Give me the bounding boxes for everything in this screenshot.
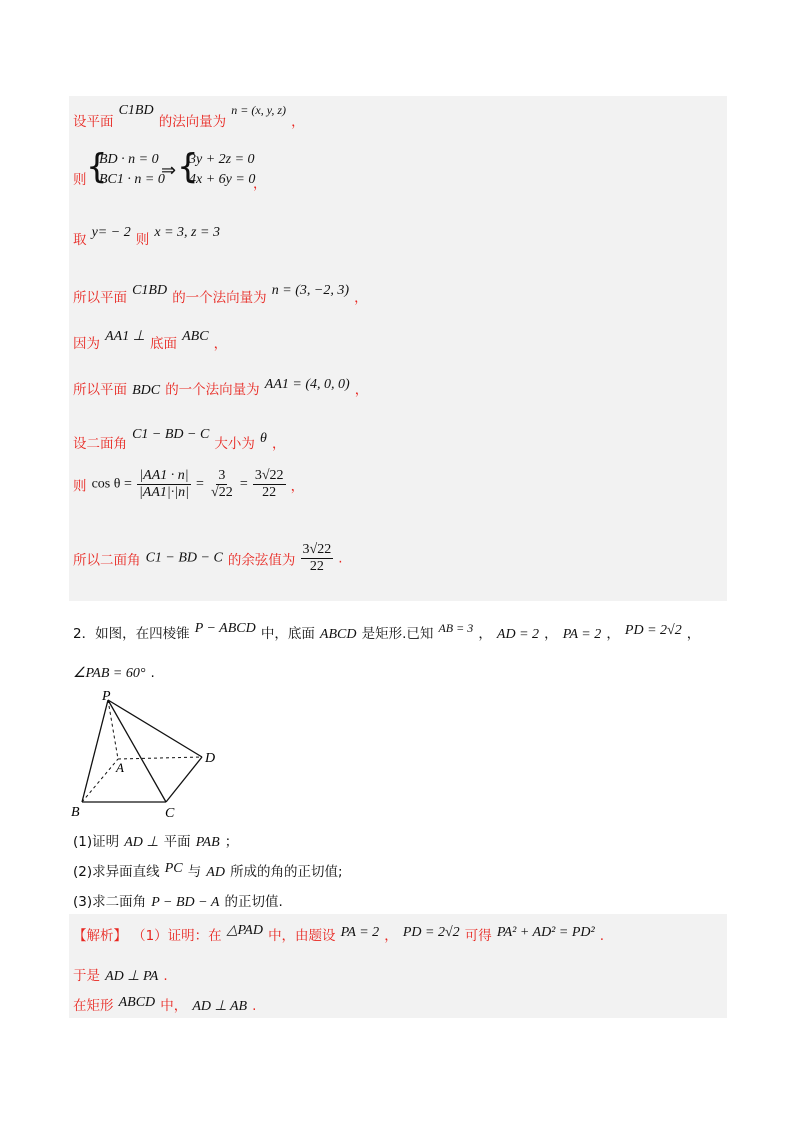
text: 设平面 — [73, 114, 114, 130]
text: （1）证明：在 — [132, 928, 222, 944]
text: ， — [478, 626, 492, 642]
text: ， — [354, 382, 369, 398]
text: 可得 — [464, 928, 492, 944]
text: 所以二面角 — [73, 552, 141, 569]
text: (3)求二面角 — [73, 894, 147, 910]
equals: = — [239, 476, 248, 492]
text: 则 — [73, 172, 87, 188]
text: . — [150, 665, 155, 681]
math: PD = 2√2 — [624, 623, 682, 638]
denominator: |AA1|·|n| — [138, 485, 189, 500]
math: △PAD — [226, 923, 263, 938]
math: P − BD − A — [151, 895, 220, 910]
text: 中，底面 — [260, 626, 315, 642]
math: PD = 2√2 — [402, 925, 460, 940]
math-angle: C1 − BD − C — [145, 550, 223, 566]
equals: = — [196, 476, 204, 492]
fraction — [137, 468, 191, 501]
math-xz: x = 3, z = 3 — [154, 225, 220, 240]
math-cos: cos θ = — [91, 476, 132, 492]
text: ， — [544, 626, 558, 642]
numerator: 3√22 — [302, 542, 332, 557]
text: 的正切值. — [224, 894, 283, 910]
solution-line-9 — [73, 542, 343, 582]
text: 所成的角的正切值; — [230, 864, 343, 880]
text: 的余弦值为 — [227, 552, 296, 569]
left-brace: { — [177, 147, 199, 187]
solution-line-3 — [73, 225, 220, 249]
text: ， — [272, 436, 286, 452]
text: 的一个法向量为 — [165, 382, 260, 398]
problem2-angle — [73, 662, 155, 682]
solution-line-5 — [73, 329, 228, 353]
equation: BC1 · n = 0 — [99, 172, 165, 187]
text: 中，由题设 — [268, 928, 336, 944]
analysis-block — [69, 914, 727, 1018]
text: . — [599, 928, 605, 944]
math: ∠PAB = 60° — [73, 666, 146, 681]
text: 是矩形.已知 — [361, 626, 434, 642]
math-vector: n = (x, y, z) — [231, 103, 287, 117]
vertex-label-a: A — [116, 760, 124, 775]
solution-line-4 — [73, 283, 368, 307]
implies-arrow: ⇒ — [161, 160, 177, 180]
math: P − ABCD — [194, 621, 256, 636]
solution-line-2 — [73, 148, 373, 192]
math: AB = 3 — [438, 621, 474, 635]
vertex-label-p: P — [102, 689, 111, 704]
denominator: 22 — [309, 559, 324, 574]
equation: BD · n = 0 — [99, 152, 159, 167]
text: 在矩形 — [73, 998, 114, 1014]
equation: 4x + 6y = 0 — [189, 172, 256, 187]
fraction — [253, 468, 286, 501]
text: 于是 — [73, 968, 100, 984]
text: ， — [290, 478, 305, 495]
math-theta: θ — [260, 431, 267, 446]
left-brace: { — [86, 147, 108, 187]
math-bdc: BDC — [132, 383, 161, 398]
text: . — [163, 968, 168, 984]
math-y: y= − 2 — [91, 225, 131, 240]
denominator: √22 — [211, 485, 233, 500]
math: AD — [206, 865, 225, 880]
math-vector: AA1 = (4, 0, 0) — [264, 377, 350, 392]
math: AD = 2 — [496, 627, 540, 642]
solution-line-6 — [73, 378, 368, 399]
text: 因为 — [73, 336, 100, 352]
solution-line-8 — [73, 468, 304, 524]
math: PC — [164, 861, 183, 876]
math: ABCD — [319, 627, 357, 642]
problem2-intro — [73, 622, 700, 643]
math: ABCD — [118, 995, 156, 1010]
math-abc: ABC — [182, 329, 209, 344]
math-plane: C1BD — [118, 103, 154, 118]
vertex-label-c: C — [165, 806, 175, 821]
math: AD ⊥ AB — [192, 999, 248, 1014]
text: 底面 — [150, 336, 177, 352]
text: 所以平面 — [73, 290, 127, 306]
analysis-tag: 【解析】 — [73, 928, 127, 944]
analysis-line-2 — [73, 964, 168, 985]
text: 的法向量为 — [158, 114, 227, 130]
text: ， — [354, 290, 368, 306]
equation: 3y + 2z = 0 — [189, 152, 255, 167]
text: 的一个法向量为 — [172, 290, 267, 306]
text: ， — [291, 114, 305, 130]
text: 平面 — [163, 834, 191, 850]
math: PA = 2 — [340, 925, 380, 940]
vertex-label-d: D — [205, 751, 216, 766]
solution-line-7 — [73, 427, 286, 453]
solution-block — [69, 96, 727, 601]
text: . — [252, 998, 257, 1014]
text: 大小为 — [214, 436, 255, 452]
numerator: 3 — [218, 468, 226, 483]
text: 中， — [160, 998, 188, 1014]
text: 与 — [187, 864, 202, 880]
math: PA = 2 — [562, 627, 602, 642]
analysis-line-1 — [73, 924, 604, 945]
text: . — [338, 550, 343, 567]
analysis-line-3 — [73, 994, 256, 1015]
fraction — [301, 542, 334, 575]
text: ， — [213, 336, 228, 352]
text: (1)证明 — [73, 834, 120, 850]
math: PA² + AD² = PD² — [496, 925, 595, 940]
numerator: 3√22 — [254, 468, 284, 483]
text: 则 — [135, 232, 150, 248]
text: 所以平面 — [73, 382, 127, 398]
text: ， — [686, 626, 701, 642]
question-2 — [73, 860, 343, 881]
text: ， — [606, 626, 620, 642]
text: 则 — [73, 478, 87, 495]
math-angle: C1 − BD − C — [132, 427, 210, 442]
math-plane: C1BD — [132, 283, 168, 298]
text: (2)求异面直线 — [73, 864, 160, 880]
vertex-label-b: B — [71, 805, 80, 820]
solution-line-1 — [73, 103, 305, 131]
text: ， — [384, 928, 398, 944]
question-1 — [73, 830, 238, 851]
math-perp: AA1 ⊥ — [105, 329, 145, 344]
math: AD ⊥ PA — [105, 969, 159, 984]
text: ； — [224, 834, 239, 850]
numerator: |AA1 · n| — [139, 468, 189, 483]
fraction — [209, 468, 235, 501]
question-3 — [73, 890, 283, 911]
denominator: 22 — [262, 485, 277, 500]
text: 取 — [73, 232, 87, 248]
pyramid-figure — [68, 686, 238, 826]
math: AD ⊥ — [124, 835, 159, 850]
text: 设二面角 — [73, 436, 127, 452]
math-vector: n = (3, −2, 3) — [271, 283, 349, 298]
math: PAB — [195, 835, 220, 850]
text: 2．如图，在四棱锥 — [73, 626, 190, 642]
text: ， — [253, 176, 267, 192]
